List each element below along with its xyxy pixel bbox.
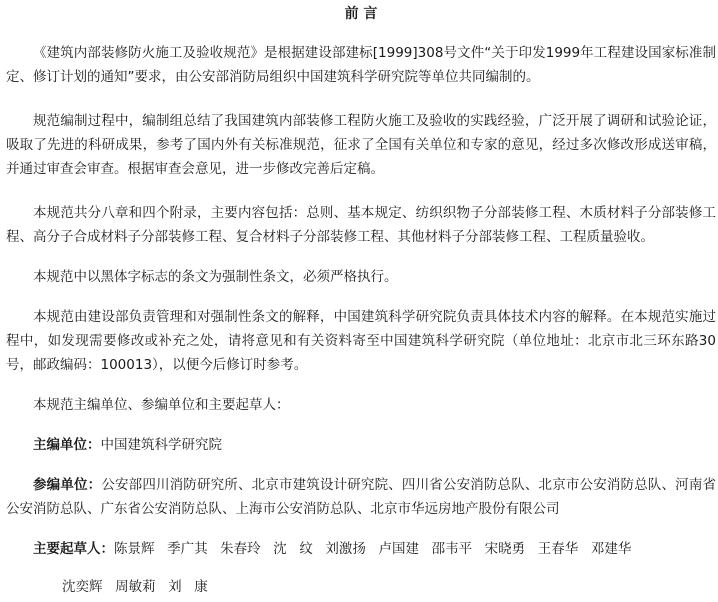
paragraph-mandatory: 本规范中以黑体字标志的条文为强制性条文，必须严格执行。	[33, 269, 398, 285]
participant-units-value: 公安部四川消防研究所、北京市建筑设计研究院、四川省公安消防总队、北京市公安消防总队、河南省公安消防总队、广东省公安消防总队、上海市公安消防总队、北京市华远房地产股份有限公司	[6, 477, 717, 517]
drafters-line-continued: 沈奕辉 周敏莉 刘 康	[62, 579, 208, 595]
page-title: 前 言	[344, 6, 378, 22]
drafters-value: 陈景辉 季广其 朱春玲 沈 纹 刘激扬 卢国建 邵韦平 宋晓勇 王春华 邓建华	[114, 541, 632, 557]
participant-units-label: 参编单位：	[33, 477, 102, 493]
participant-units-line	[6, 473, 716, 521]
paragraph-origin: 《建筑内部装修防火施工及验收规范》是根据建设部建标[1999]308号文件“关于印发1999年工程建设国家标准制定、修订计划的通知”要求，由公安部消防局组织中国建筑科学研究院等单位共同编制的。	[6, 45, 716, 85]
chief-unit-value: 中国建筑科学研究院	[100, 437, 222, 453]
chief-unit-label: 主编单位：	[33, 437, 101, 453]
paragraph-units-intro: 本规范主编单位、参编单位和主要起草人：	[33, 397, 290, 413]
drafters-line	[6, 537, 716, 561]
paragraph-management: 本规范由建设部负责管理和对强制性条文的解释，中国建筑科学研究院负责具体技术内容的解释。在本规范实施过程中，如发现需要修改或补充之处，请将意见和有关资料寄至中国建筑科学研究院（单位地址：北京市北三环东路30号，邮政编码：100013），以便今后修订时参考。	[6, 309, 716, 373]
paragraph-process: 规范编制过程中，编制组总结了我国建筑内部装修工程防火施工及验收的实践经验，广泛开展了调研和试验论证，吸取了先进的科研成果，参考了国内外有关标准规范，征求了全国有关单位和专家的意见，经过多次修改形成送审稿，并通过审查会审查。根据审查会意见，进一步修改完善后定稿。	[6, 113, 716, 177]
chief-unit-line	[6, 433, 716, 457]
paragraph-contents: 本规范共分八章和四个附录，主要内容包括：总则、基本规定、纺织织物子分部装修工程、木质材料子分部装修工程、高分子合成材料子分部装修工程、复合材料子分部装修工程、其他材料子分部装修工程、工程质量验收。	[6, 205, 716, 245]
drafters-label: 主要起草人：	[33, 541, 114, 557]
